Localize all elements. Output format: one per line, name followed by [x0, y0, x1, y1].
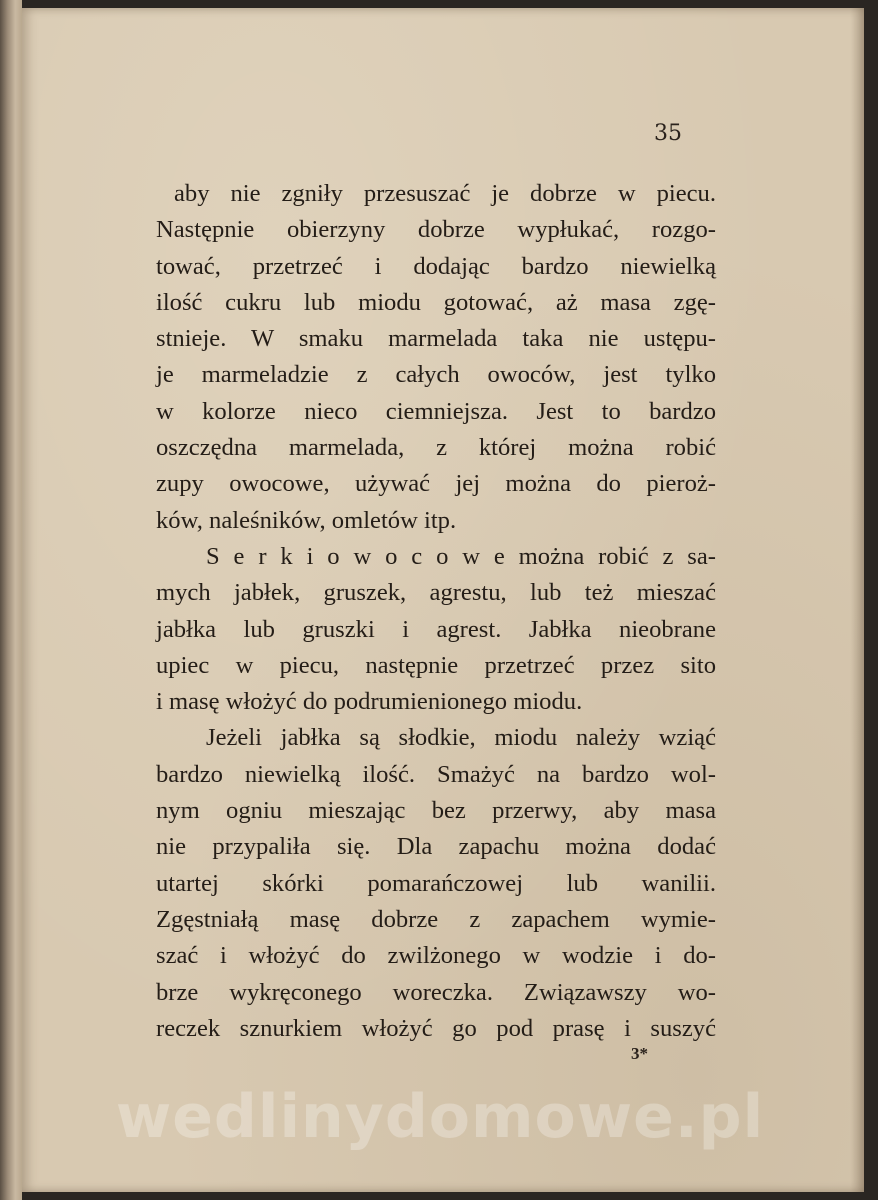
text-line: i masę włożyć do podrumienionego miodu. [156, 688, 583, 716]
text-line: oszczędna marmelada, z której można robić [156, 434, 716, 462]
text-line: w kolorze nieco ciemniejsza. Jest to bardzo [156, 397, 716, 425]
text-line: zupy owocowe, używać jej można do pieroż- [156, 470, 716, 498]
text-line: tować, przetrzeć i dodając bardzo niewielką [156, 252, 716, 280]
text-line: Następnie obierzyny dobrze wypłukać, rozgo- [156, 216, 716, 244]
text-line: Jeżeli jabłka są słodkie, miodu należy wziąć [206, 724, 716, 752]
adjacent-page-edge [0, 0, 22, 1200]
text-line: utartej skórki pomarańczowej lub wanilii. [156, 869, 716, 897]
text-line: stnieje. W smaku marmelada taka nie ustępu- [156, 325, 716, 353]
text-line: Zgęstniałą masę dobrze z zapachem wymie- [156, 905, 716, 933]
text-line: jabłka lub gruszki i agrest. Jabłka nieobrane [156, 615, 716, 643]
book-page [22, 8, 864, 1192]
watermark: wedlinydomowe.pl [115, 1082, 765, 1152]
text-line: mych jabłek, gruszek, agrestu, lub też mieszać [156, 579, 716, 607]
page-number: 35 [654, 121, 682, 146]
text-line: aby nie zgniły przesuszać je dobrze w piecu. [174, 180, 716, 207]
signature-mark: 3* [631, 1044, 648, 1063]
text-line: ilość cukru lub miodu gotować, aż masa zgę- [156, 288, 716, 316]
text-line: S e r k i o w o c o w e można robić z sa- [206, 542, 716, 570]
text-line: bardzo niewielką ilość. Smażyć na bardzo wol- [156, 760, 716, 788]
text-line: nym ogniu mieszając bez przerwy, aby masa [156, 797, 716, 825]
page-edge-shadow [850, 8, 864, 1192]
text-line: brze wykręconego woreczka. Związawszy wo- [156, 978, 716, 1006]
text-line: nie przypaliła się. Dla zapachu można dodać [156, 833, 716, 861]
text-line: je marmeladzie z całych owoców, jest tylko [156, 361, 716, 389]
body-text [156, 176, 716, 1047]
text-line: ków, naleśników, omletów itp. [156, 506, 457, 534]
text-line: szać i włożyć do zwilżonego w wodzie i do- [156, 942, 716, 970]
text-line: upiec w piecu, następnie przetrzeć przez sito [156, 651, 716, 679]
text-line: reczek sznurkiem włożyć go pod prasę i suszyć [156, 1014, 716, 1042]
